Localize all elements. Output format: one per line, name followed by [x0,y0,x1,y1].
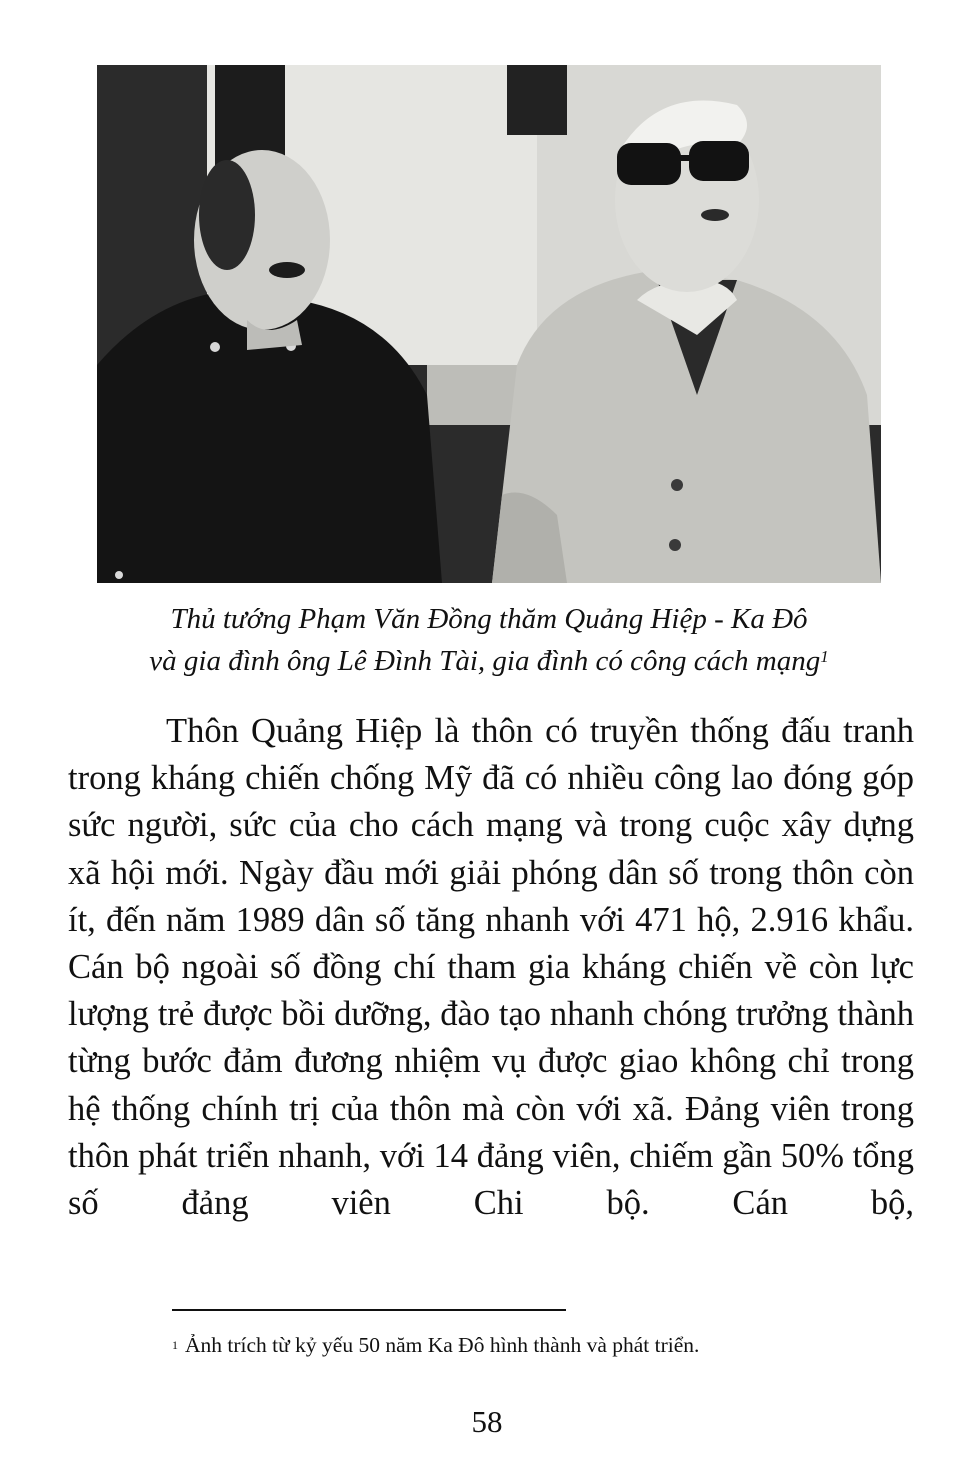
photo-caption [97,598,881,682]
photograph [97,65,881,583]
page-number: 58 [471,1404,503,1439]
caption-footnote-ref: 1 [820,647,829,666]
photograph-two-elderly-men-icon [97,65,881,583]
caption-line-2-text: và gia đình ông Lê Đình Tài, gia đình có công cách mạng [149,645,821,677]
caption-line-1: Thủ tướng Phạm Văn Đồng thăm Quảng Hiệp - Ka Đô [170,603,808,635]
body-paragraph: Thôn Quảng Hiệp là thôn có truyền thống đấu tranh trong kháng chiến chống Mỹ đã có nhiều công lao đóng góp sức người, sức của cho cách mạng và trong cuộc xây dựng xã hội mới. Ngày đầu mới giải phóng dân số trong thôn còn ít, đến năm 1989 dân số tăng nhanh với 471 hộ, 2.916 khẩu. Cán bộ ngoài số đồng chí tham gia kháng chiến về còn lực lượng trẻ được bồi dưỡng, đào tạo nhanh chóng trưởng thành từng bước đảm đương nhiệm vụ được giao không chỉ trong hệ thống chính trị của thôn mà còn với xã. Đảng viên trong thôn phát triển nhanh, với 14 đảng viên, chiếm gần 50% tổng số đảng viên Chi bộ. Cán bộ, [68,712,914,1223]
caption-line-2 [97,640,881,682]
footnote-divider [172,1309,566,1311]
footnote-marker: 1 [172,1338,178,1352]
footnote [172,1330,912,1360]
footnote-text: Ảnh trích từ kỷ yếu 50 năm Ka Đô hình thành và phát triển. [185,1333,700,1357]
